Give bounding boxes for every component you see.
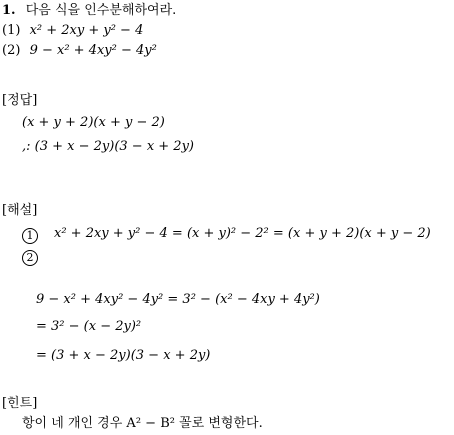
circled-number-2: 2 [22,250,38,266]
problem-item-2-label: (2) [2,43,21,58]
problem-prompt: 다음 식을 인수분해하여라. [25,3,177,18]
answer-header: [정답] [2,93,38,108]
solution-eq-1: 9 − x² + 4xy² − 4y² = 3² − (x² − 4xy + 4y²) [36,292,320,307]
answer-line-2: ,: (3 + x − 2y)(3 − x + 2y) [22,139,194,154]
solution-step-1 [22,227,431,244]
problem-heading [2,4,176,17]
problem-number: 1. [2,3,16,18]
solution-eq-3: = (3 + x − 2y)(3 − x + 2y) [36,348,211,363]
problem-item-2 [2,44,157,57]
solution-eq-2: = 3² − (x − 2y)² [36,319,142,334]
hint-text: 항이 네 개인 경우 A² − B² 꼴로 변형한다. [22,416,263,431]
circled-number-1: 1 [22,228,38,244]
problem-item-1-label: (1) [2,23,21,38]
problem-item-1-expr: x² + 2xy + y² − 4 [29,23,144,38]
solution-header: [해설] [2,203,38,218]
answer-line-1: (x + y + 2)(x + y − 2) [22,115,165,130]
solution-step-2 [22,249,54,266]
hint-header: [힌트] [2,396,38,411]
problem-item-1 [2,24,143,37]
solution-step-1-expr: x² + 2xy + y² − 4 = (x + y)² − 2² = (x + y + 2)(x + y − 2) [54,226,431,241]
problem-item-2-expr: 9 − x² + 4xy² − 4y² [29,43,157,58]
